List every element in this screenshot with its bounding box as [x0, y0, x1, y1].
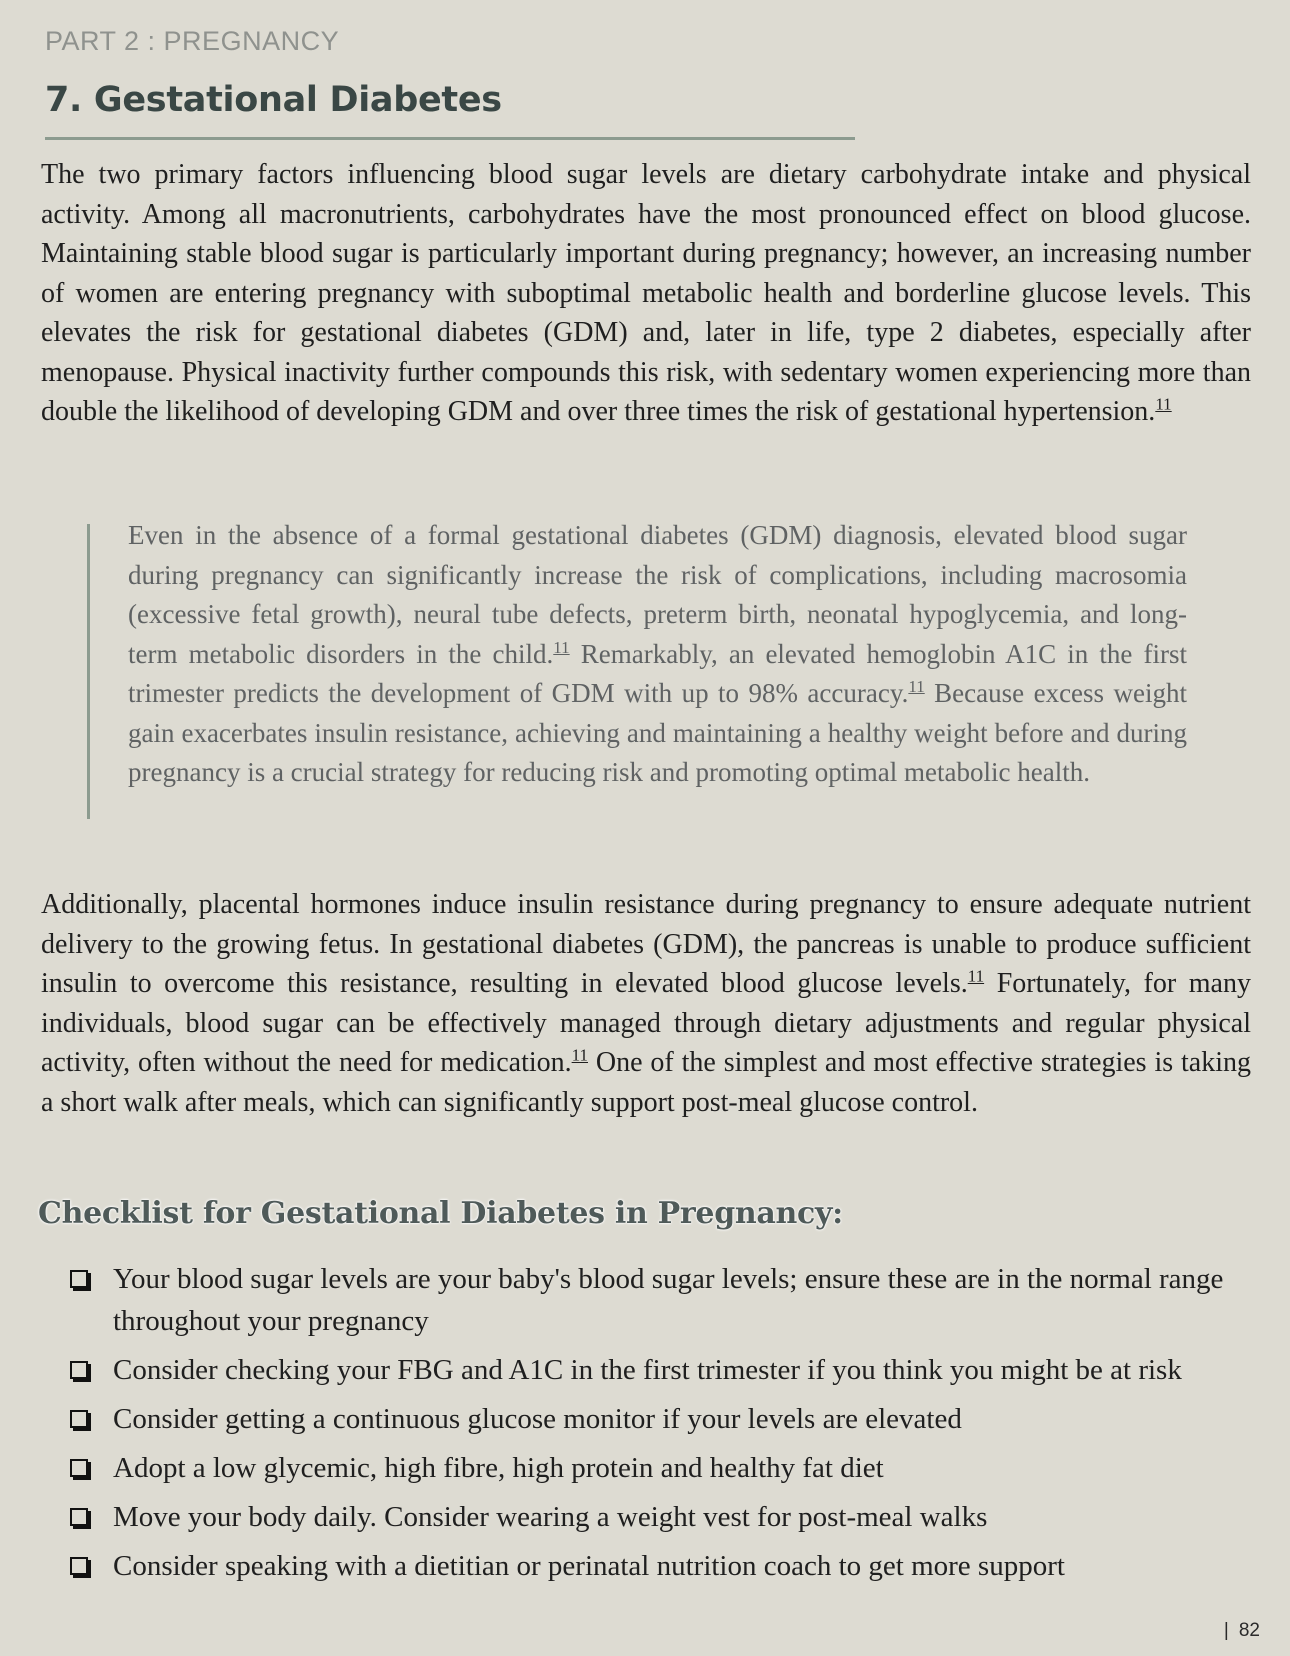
blockquote-text: Remarkably, an elevated hemoglobin A1C in the first trimester predicts the development of GDM with up to 98% accuracy. — [128, 638, 1187, 708]
page-footer — [1224, 1620, 1260, 1642]
blockquote-bar — [87, 524, 90, 819]
citation-link[interactable]: 11 — [1155, 394, 1172, 414]
checklist-item-text: Move your body daily. Consider wearing a weight vest for post-meal walks — [113, 1501, 988, 1533]
checklist-item-text: Adopt a low glycemic, high fibre, high protein and healthy fat diet — [113, 1452, 884, 1484]
checklist-heading: Checklist for Gestational Diabetes in Pregnancy: — [38, 1196, 843, 1231]
checklist-item-text: Consider speaking with a dietitian or perinatal nutrition coach to get more support — [113, 1550, 1065, 1582]
checklist-item — [68, 1545, 1228, 1587]
checklist-item — [68, 1496, 1228, 1538]
intro-paragraph — [41, 155, 1251, 432]
paragraph-text: One of the simplest and most effective strategies is taking a short walk after meals, which can significantly support post-meal glucose control. — [41, 1047, 1251, 1118]
checklist-item-text: Your blood sugar levels are your baby's blood sugar levels; ensure these are in the normal range throughout your pregnancy — [113, 1263, 1224, 1337]
checklist-item-text: Consider getting a continuous glucose monitor if your levels are elevated — [113, 1403, 962, 1435]
checkbox-icon — [70, 1508, 88, 1526]
checklist-item — [68, 1258, 1228, 1342]
intro-text: The two primary factors influencing blood sugar levels are dietary carbohydrate intake and physical activity. Among all macronutrients, carbohydrates have the most pronounced effect on blood glucose. Maintaining stable blood sugar is particularly important during pregnancy; however, an increasing number of women are entering pregnancy with suboptimal metabolic health and borderline glucose levels. This elevates the risk for gestational diabetes (GDM) and, later in life, type 2 diabetes, especially after menopause. Physical inactivity further compounds this risk, with sedentary women experiencing more than double the likelihood of developing GDM and over three times the risk of gestational hypertension. — [41, 159, 1251, 427]
citation-link[interactable]: 11 — [967, 966, 985, 986]
blockquote-text: Because excess weight gain exacerbates insulin resistance, achieving and maintaining a healthy weight before and during pregnancy is a crucial strategy for reducing risk and promoting optimal metabolic health. — [128, 678, 1187, 787]
paragraph-text: Additionally, placental hormones induce insulin resistance during pregnancy to ensure adequate nutrient delivery to the growing fetus. In gestational diabetes (GDM), the pancreas is unable to produce sufficient insulin to overcome this resistance, resulting in elevated blood glucose levels. — [41, 889, 1251, 999]
checkbox-icon — [70, 1557, 88, 1575]
second-paragraph — [41, 885, 1251, 1122]
part-label: PART 2 : PREGNANCY — [45, 26, 340, 56]
chapter-title: 7. Gestational Diabetes — [45, 80, 502, 120]
citation-link[interactable]: 11 — [571, 1045, 588, 1065]
checklist-item — [68, 1398, 1228, 1440]
checklist — [68, 1258, 1228, 1594]
checklist-item-text: Consider checking your FBG and A1C in the first trimester if you think you might be at risk — [113, 1354, 1182, 1386]
checkbox-icon — [70, 1410, 88, 1428]
checkbox-icon — [70, 1270, 88, 1288]
page-number: 82 — [1238, 1620, 1260, 1641]
checklist-item — [68, 1447, 1228, 1489]
checkbox-icon — [70, 1459, 88, 1477]
title-underline — [45, 137, 855, 140]
blockquote-text: Even in the absence of a formal gestational diabetes (GDM) diagnosis, elevated blood sugar during pregnancy can significantly increase the risk of complications, including macrosomia (excessive fetal growth), neural tube defects, preterm birth, neonatal hypoglycemia, and long-term metabolic disorders in the child. — [128, 520, 1187, 669]
citation-link[interactable]: 11 — [553, 637, 570, 657]
checkbox-icon — [70, 1361, 88, 1379]
checklist-item — [68, 1349, 1228, 1391]
footer-separator: | — [1223, 1620, 1229, 1641]
paragraph-text: Fortunately, for many individuals, blood sugar can be effectively managed through dietary adjustments and regular physical activity, often without the need for medication. — [41, 968, 1251, 1078]
citation-link[interactable]: 11 — [908, 677, 925, 696]
blockquote — [128, 516, 1187, 793]
